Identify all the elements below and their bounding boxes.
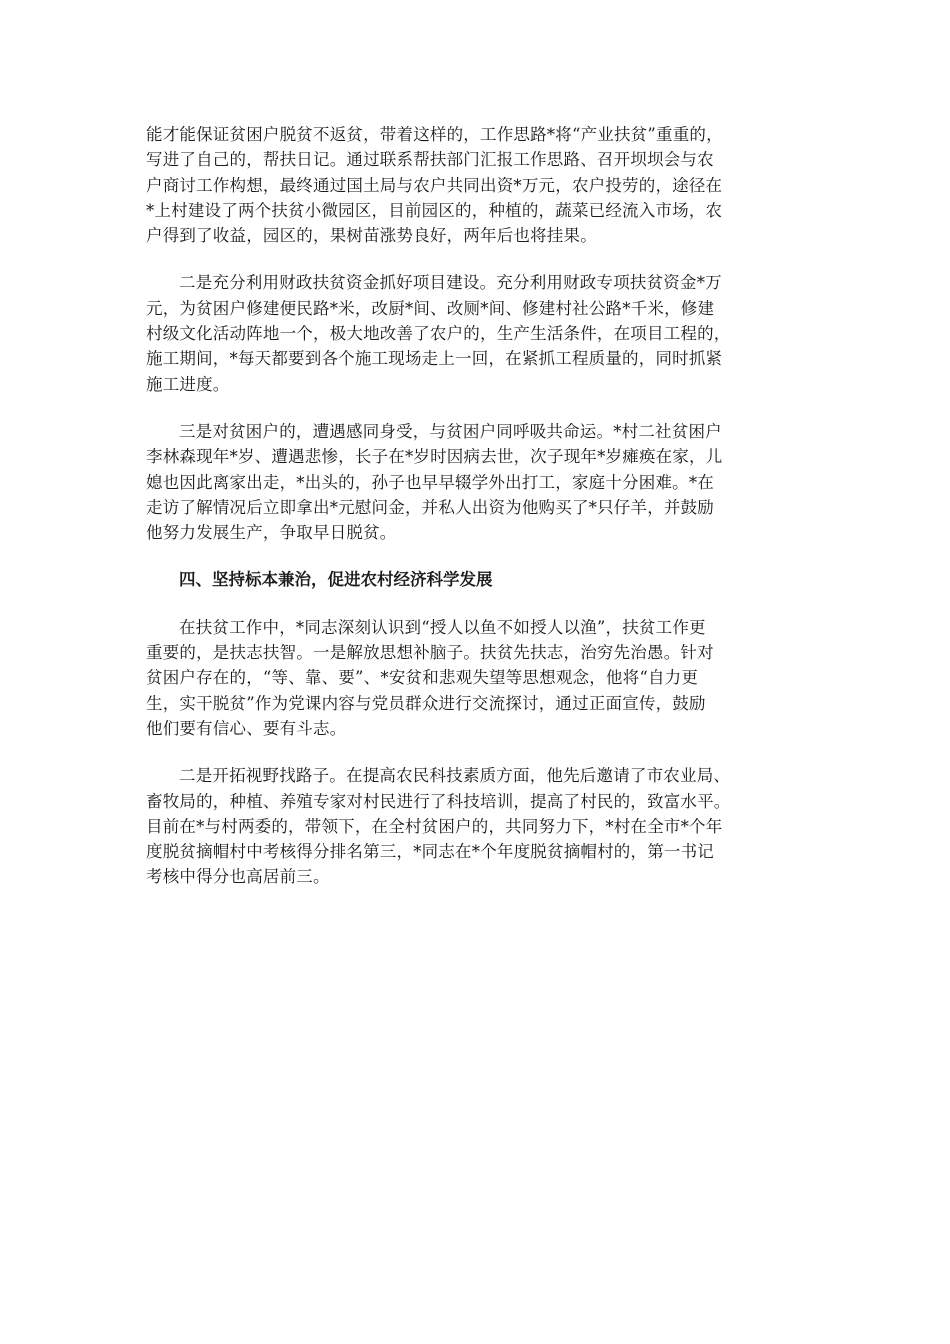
paragraph-gap [146, 593, 806, 615]
text-line: 目前在*与村两委的，带领下，在全村贫困户的，共同努力下，*村在全市*个年 [146, 816, 723, 836]
paragraph-gap [146, 397, 806, 419]
text-line: 媳也因此离家出走，*出头的，孙子也早早辍学外出打工，家庭十分困难。*在 [146, 472, 714, 492]
text-line: 三是对贫困户的，遭遇感同身受，与贫困户同呼吸共命运。*村二社贫困户 [179, 421, 722, 441]
paragraph-empathy [146, 419, 806, 545]
paragraph-aspiration [146, 615, 806, 741]
text-line: 考核中得分也高居前三。 [146, 867, 330, 887]
text-line: 村级文化活动阵地一个，极大地改善了农户的，生产生活条件，在项目工程的， [146, 324, 731, 344]
text-line: 施工期间，*每天都要到各个施工现场走上一回，在紧抓工程质量的，同时抓紧 [146, 349, 723, 369]
text-line: *上村建设了两个扶贫小微园区，目前园区的，种植的，蔬菜已经流入市场，农 [146, 200, 723, 220]
paragraph-broaden-horizons [146, 763, 806, 889]
text-line: 能才能保证贫困户脱贫不返贫，带着这样的，工作思路*将“产业扶贫”重重的， [146, 125, 723, 144]
text-line: 李林森现年*岁、遭遇悲惨，长子在*岁时因病去世，次子现年*岁瘫痪在家，儿 [146, 447, 723, 467]
text-line: 元，为贫困户修建便民路*米，改厨*间、改厕*间、修建村社公路*千米，修建 [146, 298, 715, 318]
text-line: 二是开拓视野找路子。在提高农民科技素质方面，他先后邀请了市农业局、 [179, 766, 731, 786]
text-line: 在扶贫工作中，*同志深刻认识到“授人以鱼不如授人以渔”，扶贫工作更 [179, 617, 706, 637]
text-line: 畜牧局的，种植、养殖专家对村民进行了科技培训，提高了村民的，致富水平。 [146, 791, 731, 811]
paragraph-gap [146, 545, 806, 567]
paragraph-fiscal-funds [146, 270, 806, 396]
text-line: 写进了自己的，帮扶日记。通过联系帮扶部门汇报工作思路、召开坝坝会与农 [146, 150, 714, 170]
text-line: 户商讨工作构想，最终通过国土局与农户共同出资*万元，农户投劳的，途径在 [146, 175, 723, 195]
text-line: 贫困户存在的，“等、靠、要”、*安贫和悲观失望等思想观念，他将“自力更 [146, 668, 699, 688]
paragraph-industry-poverty [146, 122, 806, 248]
text-line: 他们要有信心、要有斗志。 [146, 718, 347, 738]
text-line: 施工进度。 [146, 374, 230, 394]
text-line: 重要的，是扶志扶智。一是解放思想补脑子。扶贫先扶志，治穷先治愚。针对 [146, 643, 714, 663]
text-line: 生，实干脱贫”作为党课内容与党员群众进行交流探讨，通过正面宣传，鼓励 [146, 693, 706, 713]
text-line: 度脱贫摘帽村中考核得分排名第三，*同志在*个年度脱贫摘帽村的，第一书记 [146, 842, 714, 862]
text-line: 二是充分利用财政扶贫资金抓好项目建设。充分利用财政专项扶贫资金*万 [179, 273, 722, 293]
text-line: 他努力发展生产，争取早日脱贫。 [146, 523, 397, 543]
section-heading: 四、坚持标本兼治，促进农村经济科学发展 [179, 570, 493, 590]
paragraph-gap [146, 248, 806, 270]
text-line: 走访了解情况后立即拿出*元慰问金，并私人出资为他购买了*只仔羊，并鼓励 [146, 497, 714, 517]
paragraph-gap [146, 741, 806, 763]
document-page [146, 122, 806, 890]
text-line: 户得到了收益，园区的，果树苗涨势良好，两年后也将挂果。 [146, 226, 597, 246]
